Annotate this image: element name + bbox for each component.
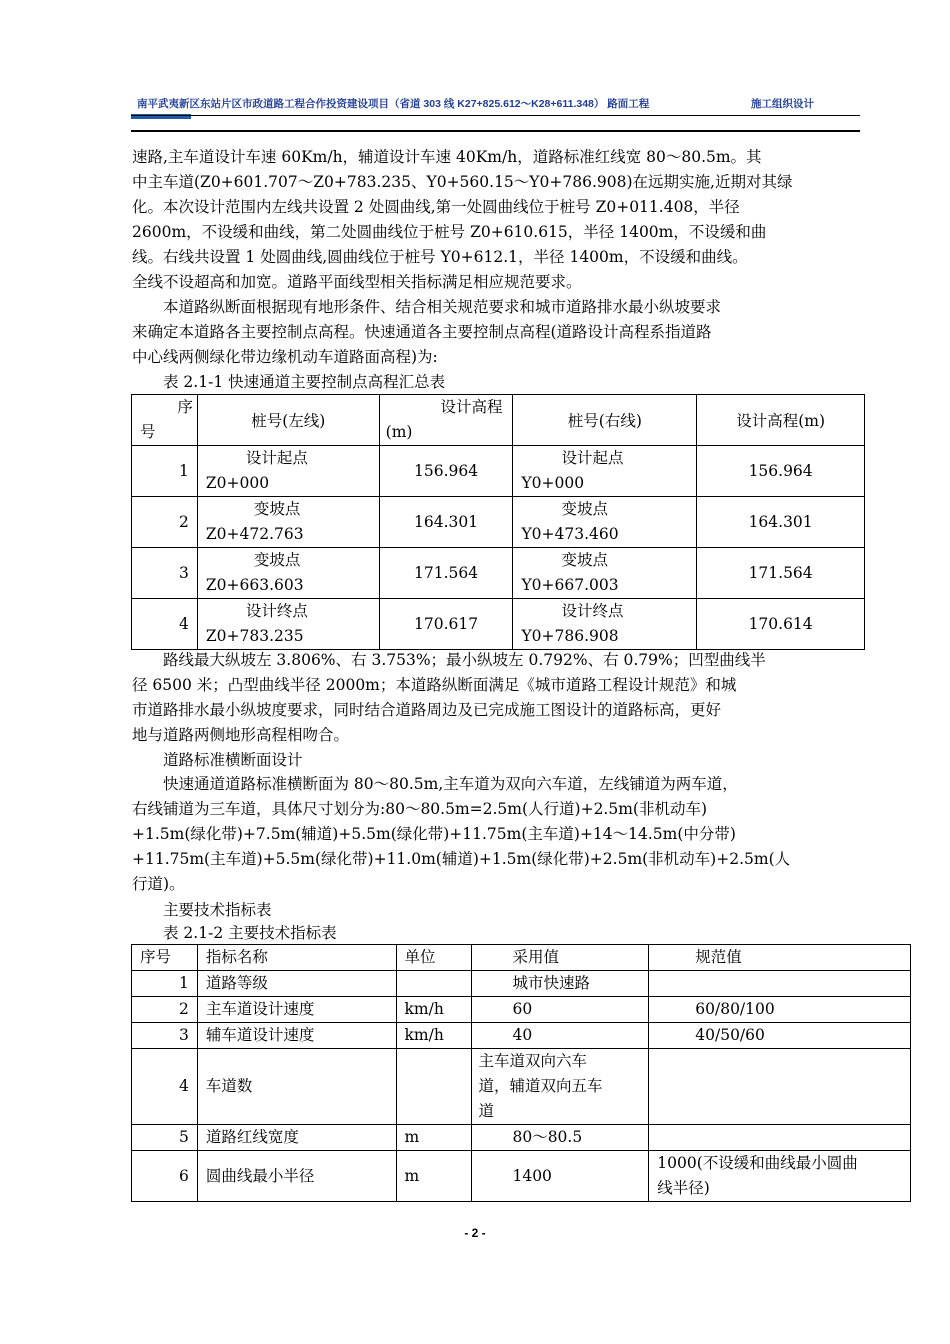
table2-caption: 表 2.1-2 主要技术指标表 xyxy=(132,924,337,942)
header-standard: 规范值 xyxy=(649,945,911,971)
table-row xyxy=(132,971,911,997)
header-project-title: 南平武夷新区东站片区市政道路工程合作投资建设项目（省道 303 线 K27+825.612～K28+611.348） 路面工程 xyxy=(137,98,650,110)
left-station-cell: 设计终点 Z0+783.235 xyxy=(197,599,379,650)
text-line: 中主车道(Z0+601.707～Z0+783.235、Y0+560.15～Y0+786.908)在远期实施,近期对其绿 xyxy=(132,173,793,191)
indicator-standard xyxy=(649,1125,911,1151)
page-number: - 2 - xyxy=(464,1226,486,1240)
right-elevation-cell: 164.301 xyxy=(697,497,865,548)
row-number: 2 xyxy=(132,997,198,1023)
text-line: +11.75m(主车道)+5.5m(绿化带)+11.0m(辅道)+1.5m(绿化带)+2.5m(非机动车)+2.5m(人 xyxy=(132,850,791,868)
text-line: 快速通道道路标准横断面为 80～80.5m,主车道为双向六车道，左线铺道为两车道， xyxy=(132,775,738,793)
text-line: 中心线两侧绿化带边缘机动车道路面高程)为: xyxy=(132,348,438,366)
text-line: 来确定本道路各主要控制点高程。快速通道各主要控制点高程(道路设计高程系指道路 xyxy=(132,323,712,341)
indicator-unit xyxy=(396,1049,472,1125)
indicator-adopted: 主车道双向六车 道，辅道双向五车 道 xyxy=(472,1049,649,1125)
text-line: 路线最大纵坡左 3.806%、右 3.753%；最小纵坡左 0.792%、右 0.79%；凹型曲线半 xyxy=(132,651,766,669)
row-number: 4 xyxy=(132,1049,198,1125)
row-number: 3 xyxy=(132,1023,198,1049)
left-elevation-cell: 171.564 xyxy=(379,548,513,599)
table-row xyxy=(132,548,865,599)
right-station-cell: 变坡点 Y0+667.003 xyxy=(513,548,697,599)
text-line: 化。本次设计范围内左线共设置 2 处圆曲线,第一处圆曲线位于桩号 Z0+011.408，半径 xyxy=(132,198,740,216)
header-seq: 序 号 xyxy=(132,395,198,446)
indicator-unit: m xyxy=(396,1125,472,1151)
indicator-adopted: 城市快速路 xyxy=(472,971,649,997)
table-row xyxy=(132,599,865,650)
text-line: 市道路排水最小纵坡度要求，同时结合道路周边及已完成施工图设计的道路标高，更好 xyxy=(132,701,722,719)
text-line: 行道)。 xyxy=(132,875,185,893)
indicator-unit: km/h xyxy=(396,997,472,1023)
right-station-cell: 变坡点 Y0+473.460 xyxy=(513,497,697,548)
header-rule-thick xyxy=(131,130,860,132)
indicator-standard xyxy=(649,1049,911,1125)
table-row xyxy=(132,997,911,1023)
indicator-unit xyxy=(396,971,472,997)
page-header xyxy=(131,94,861,114)
indicator-name: 道路红线宽度 xyxy=(197,1125,396,1151)
indicator-adopted: 1400 xyxy=(472,1151,649,1202)
header-doc-type: 施工组织设计 xyxy=(751,98,814,110)
right-station-cell: 设计起点 Y0+000 xyxy=(513,446,697,497)
row-number: 3 xyxy=(132,548,198,599)
indicator-standard: 60/80/100 xyxy=(649,997,911,1023)
section-heading-indicators: 主要技术指标表 xyxy=(132,901,272,919)
table-header-row xyxy=(132,945,911,971)
header-left-elevation: 设计高程 (m) xyxy=(379,395,513,446)
table-header-row xyxy=(132,395,865,446)
table-row xyxy=(132,446,865,497)
text-line: 2600m，不设缓和曲线，第二处圆曲线位于桩号 Z0+610.615，半径 1400m，不设缓和曲 xyxy=(132,223,767,241)
text-line: 本道路纵断面根据现有地形条件、结合相关规范要求和城市道路排水最小纵坡要求 xyxy=(132,298,722,316)
indicator-unit: m xyxy=(396,1151,472,1202)
row-number: 1 xyxy=(132,446,198,497)
left-station-cell: 变坡点 Z0+663.603 xyxy=(197,548,379,599)
technical-indicators-table xyxy=(131,944,911,1202)
right-station-cell: 设计终点 Y0+786.908 xyxy=(513,599,697,650)
table-row xyxy=(132,1151,911,1202)
text-line: +1.5m(绿化带)+7.5m(辅道)+5.5m(绿化带)+11.75m(主车道)+14～14.5m(中分带) xyxy=(132,825,736,843)
section-heading-cross-section: 道路标准横断面设计 xyxy=(132,751,303,769)
text-line: 线。右线共设置 1 处圆曲线,圆曲线位于桩号 Y0+612.1，半径 1400m，不设缓和曲线。 xyxy=(132,248,748,266)
row-number: 2 xyxy=(132,497,198,548)
header-name: 指标名称 xyxy=(197,945,396,971)
paragraph-cross-section xyxy=(132,772,860,897)
indicator-name: 圆曲线最小半径 xyxy=(197,1151,396,1202)
indicator-name: 辅车道设计速度 xyxy=(197,1023,396,1049)
text-line: 速路,主车道设计车速 60Km/h，辅道设计车速 40Km/h，道路标准红线宽 80～80.5m。其 xyxy=(132,148,762,166)
indicator-adopted: 80～80.5 xyxy=(472,1125,649,1151)
table-row xyxy=(132,1023,911,1049)
indicator-adopted: 40 xyxy=(472,1023,649,1049)
header-right-station: 桩号(右线) xyxy=(513,395,697,446)
header-right-elevation: 设计高程(m) xyxy=(697,395,865,446)
left-station-cell: 设计起点 Z0+000 xyxy=(197,446,379,497)
text-line: 右线铺道为三车道，具体尺寸划分为:80～80.5m=2.5m(人行道)+2.5m(非机动车) xyxy=(132,800,708,818)
control-point-elevation-table xyxy=(131,394,865,650)
row-number: 4 xyxy=(132,599,198,650)
table-row xyxy=(132,1049,911,1125)
right-elevation-cell: 171.564 xyxy=(697,548,865,599)
indicator-unit: km/h xyxy=(396,1023,472,1049)
row-number: 6 xyxy=(132,1151,198,1202)
row-number: 1 xyxy=(132,971,198,997)
header-unit: 单位 xyxy=(396,945,472,971)
indicator-adopted: 60 xyxy=(472,997,649,1023)
right-elevation-cell: 170.614 xyxy=(697,599,865,650)
table-row xyxy=(132,1125,911,1151)
table1-caption: 表 2.1-1 快速通道主要控制点高程汇总表 xyxy=(132,373,446,391)
left-elevation-cell: 156.964 xyxy=(379,446,513,497)
table-row xyxy=(132,497,865,548)
paragraph-plan-alignment xyxy=(132,145,860,295)
indicator-standard: 1000(不设缓和曲线最小圆曲 线半径) xyxy=(649,1151,911,1202)
left-elevation-cell: 170.617 xyxy=(379,599,513,650)
indicator-name: 道路等级 xyxy=(197,971,396,997)
header-no: 序号 xyxy=(132,945,198,971)
indicator-name: 车道数 xyxy=(197,1049,396,1125)
paragraph-profile xyxy=(132,295,860,370)
header-rule-thin xyxy=(131,115,860,116)
indicator-standard xyxy=(649,971,911,997)
header-left-station: 桩号(左线) xyxy=(197,395,379,446)
text-line: 地与道路两侧地形高程相吻合。 xyxy=(132,726,350,744)
row-number: 5 xyxy=(132,1125,198,1151)
header-adopted: 采用值 xyxy=(472,945,649,971)
left-station-cell: 变坡点 Z0+472.763 xyxy=(197,497,379,548)
text-line: 全线不设超高和加宽。道路平面线型相关指标满足相应规范要求。 xyxy=(132,273,582,291)
paragraph-grade-summary xyxy=(132,648,860,748)
text-line: 径 6500 米；凸型曲线半径 2000m；本道路纵断面满足《城市道路工程设计规范》和城 xyxy=(132,676,737,694)
indicator-name: 主车道设计速度 xyxy=(197,997,396,1023)
right-elevation-cell: 156.964 xyxy=(697,446,865,497)
indicator-standard: 40/50/60 xyxy=(649,1023,911,1049)
left-elevation-cell: 164.301 xyxy=(379,497,513,548)
